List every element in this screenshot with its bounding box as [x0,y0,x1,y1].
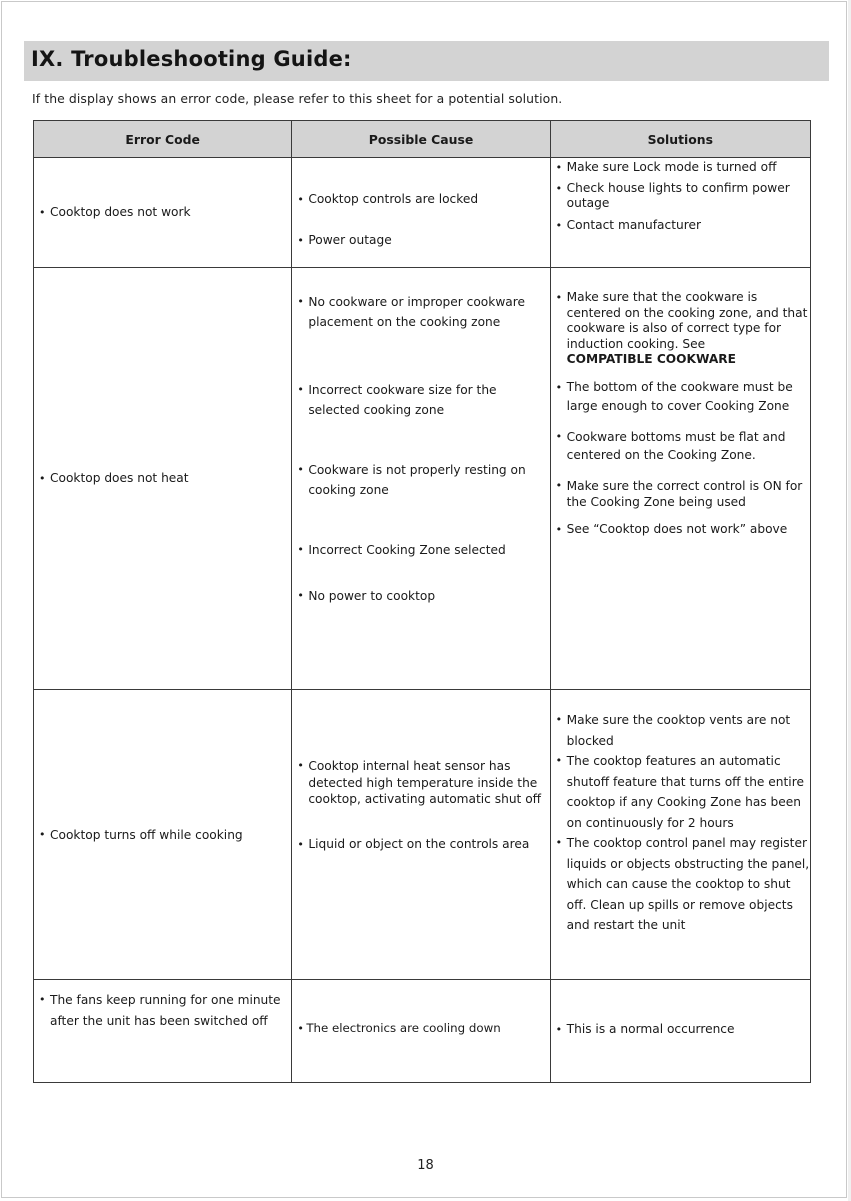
solution-text: Make sure Lock mode is turned off [566,160,777,174]
cause-cell [292,158,550,268]
bullet: • [555,161,563,174]
cause-text: Incorrect Cooking Zone selected [308,543,506,557]
bullet: • [297,543,304,556]
bullet: • [297,837,304,851]
header-possible-cause: Possible Cause [292,121,550,158]
error-cell [34,980,292,1083]
solution-text: Make sure the correct control is ON for the Cooking Zone being used [566,478,803,509]
cause-text: Liquid or object on the controls area [308,836,530,851]
bullet: • [297,192,304,206]
compatible-cookware-reference: COMPATIBLE COOKWARE [566,352,737,366]
solution-text: The cooktop control panel may register liquids or objects obstructing the panel, which can cause the cooktop to shut off. Clean up spills or remove objects and restart the unit [566,836,810,932]
bullet: • [555,754,563,767]
bullet: • [555,522,563,536]
page-number: 18 [417,1158,434,1173]
error-text: Cooktop does not heat [50,471,189,485]
bullet: • [555,429,563,443]
bullet: • [297,759,304,772]
solution-cell [550,158,810,268]
section-title: IX. Troubleshooting Guide: [31,47,352,71]
cause-cell [292,980,550,1083]
table-row [34,158,811,268]
solution-text: Cookware bottoms must be flat and centered on the Cooking Zone. [566,429,786,462]
bullet: • [555,291,563,304]
cause-cell [292,690,550,980]
table-row [34,980,811,1083]
bullet: • [297,1022,304,1035]
bullet: • [555,380,563,394]
solution-text: This is a normal occurrence [566,1022,735,1036]
error-text: Cooktop does not work [50,205,191,219]
intro-text: If the display shows an error code, please refer to this sheet for a potential solution. [32,91,563,106]
solution-text: The cooktop features an automatic shutoff feature that turns off the entire cooktop if any Cooking Zone has been on continuously for 2 hours [566,754,804,830]
bullet: • [39,827,46,841]
bullet: • [297,589,304,602]
table-row [34,690,811,980]
error-text: The fans keep running for one minute after the unit has been switched off [50,993,281,1028]
solution-text: Make sure that the cookware is centered on the cooking zone, and that cookware is also of correct type for induction cooking. See [566,290,808,351]
table-row [34,268,811,690]
error-cell [34,158,292,268]
section-title-bar [24,41,829,81]
bullet: • [555,1023,563,1036]
solution-text: Make sure the cooktop vents are not blocked [566,713,791,748]
cause-text: Cookware is not properly resting on cooking zone [308,463,526,497]
solution-cell [550,268,810,690]
troubleshooting-table [33,120,811,1083]
bullet: • [297,295,304,308]
bullet: • [555,836,563,849]
header-solutions: Solutions [550,121,810,158]
bullet: • [555,182,563,195]
bullet: • [555,219,563,232]
bullet: • [297,383,304,396]
cause-text: No power to cooktop [308,589,436,603]
cause-text: Cooktop controls are locked [308,191,479,206]
bullet: • [297,463,304,476]
bullet: • [39,206,46,219]
bullet: • [555,713,563,726]
solution-cell [550,980,810,1083]
cause-text: Cooktop internal heat sensor has detected high temperature inside the cooktop, activating automatic shut off [308,759,542,806]
header-error-code: Error Code [34,121,292,158]
cause-cell [292,268,550,690]
cause-text: Power outage [308,232,392,247]
solution-text: The bottom of the cookware must be large enough to cover Cooking Zone [566,379,793,413]
cause-text: The electronics are cooling down [306,1021,501,1035]
solution-cell [550,690,810,980]
solution-text: Contact manufacturer [566,218,701,232]
bullet: • [39,472,46,485]
bullet: • [297,233,304,247]
solution-text: Check house lights to confirm power outage [566,181,790,210]
cause-text: No cookware or improper cookware placement on the cooking zone [308,295,526,329]
error-cell [34,268,292,690]
error-text: Cooktop turns off while cooking [50,827,243,842]
solution-text: See “Cooktop does not work” above [566,521,788,536]
cause-text: Incorrect cookware size for the selected cooking zone [308,383,497,417]
error-cell [34,690,292,980]
bullet: • [39,993,46,1006]
bullet: • [555,478,563,492]
table-header-row [34,121,811,158]
